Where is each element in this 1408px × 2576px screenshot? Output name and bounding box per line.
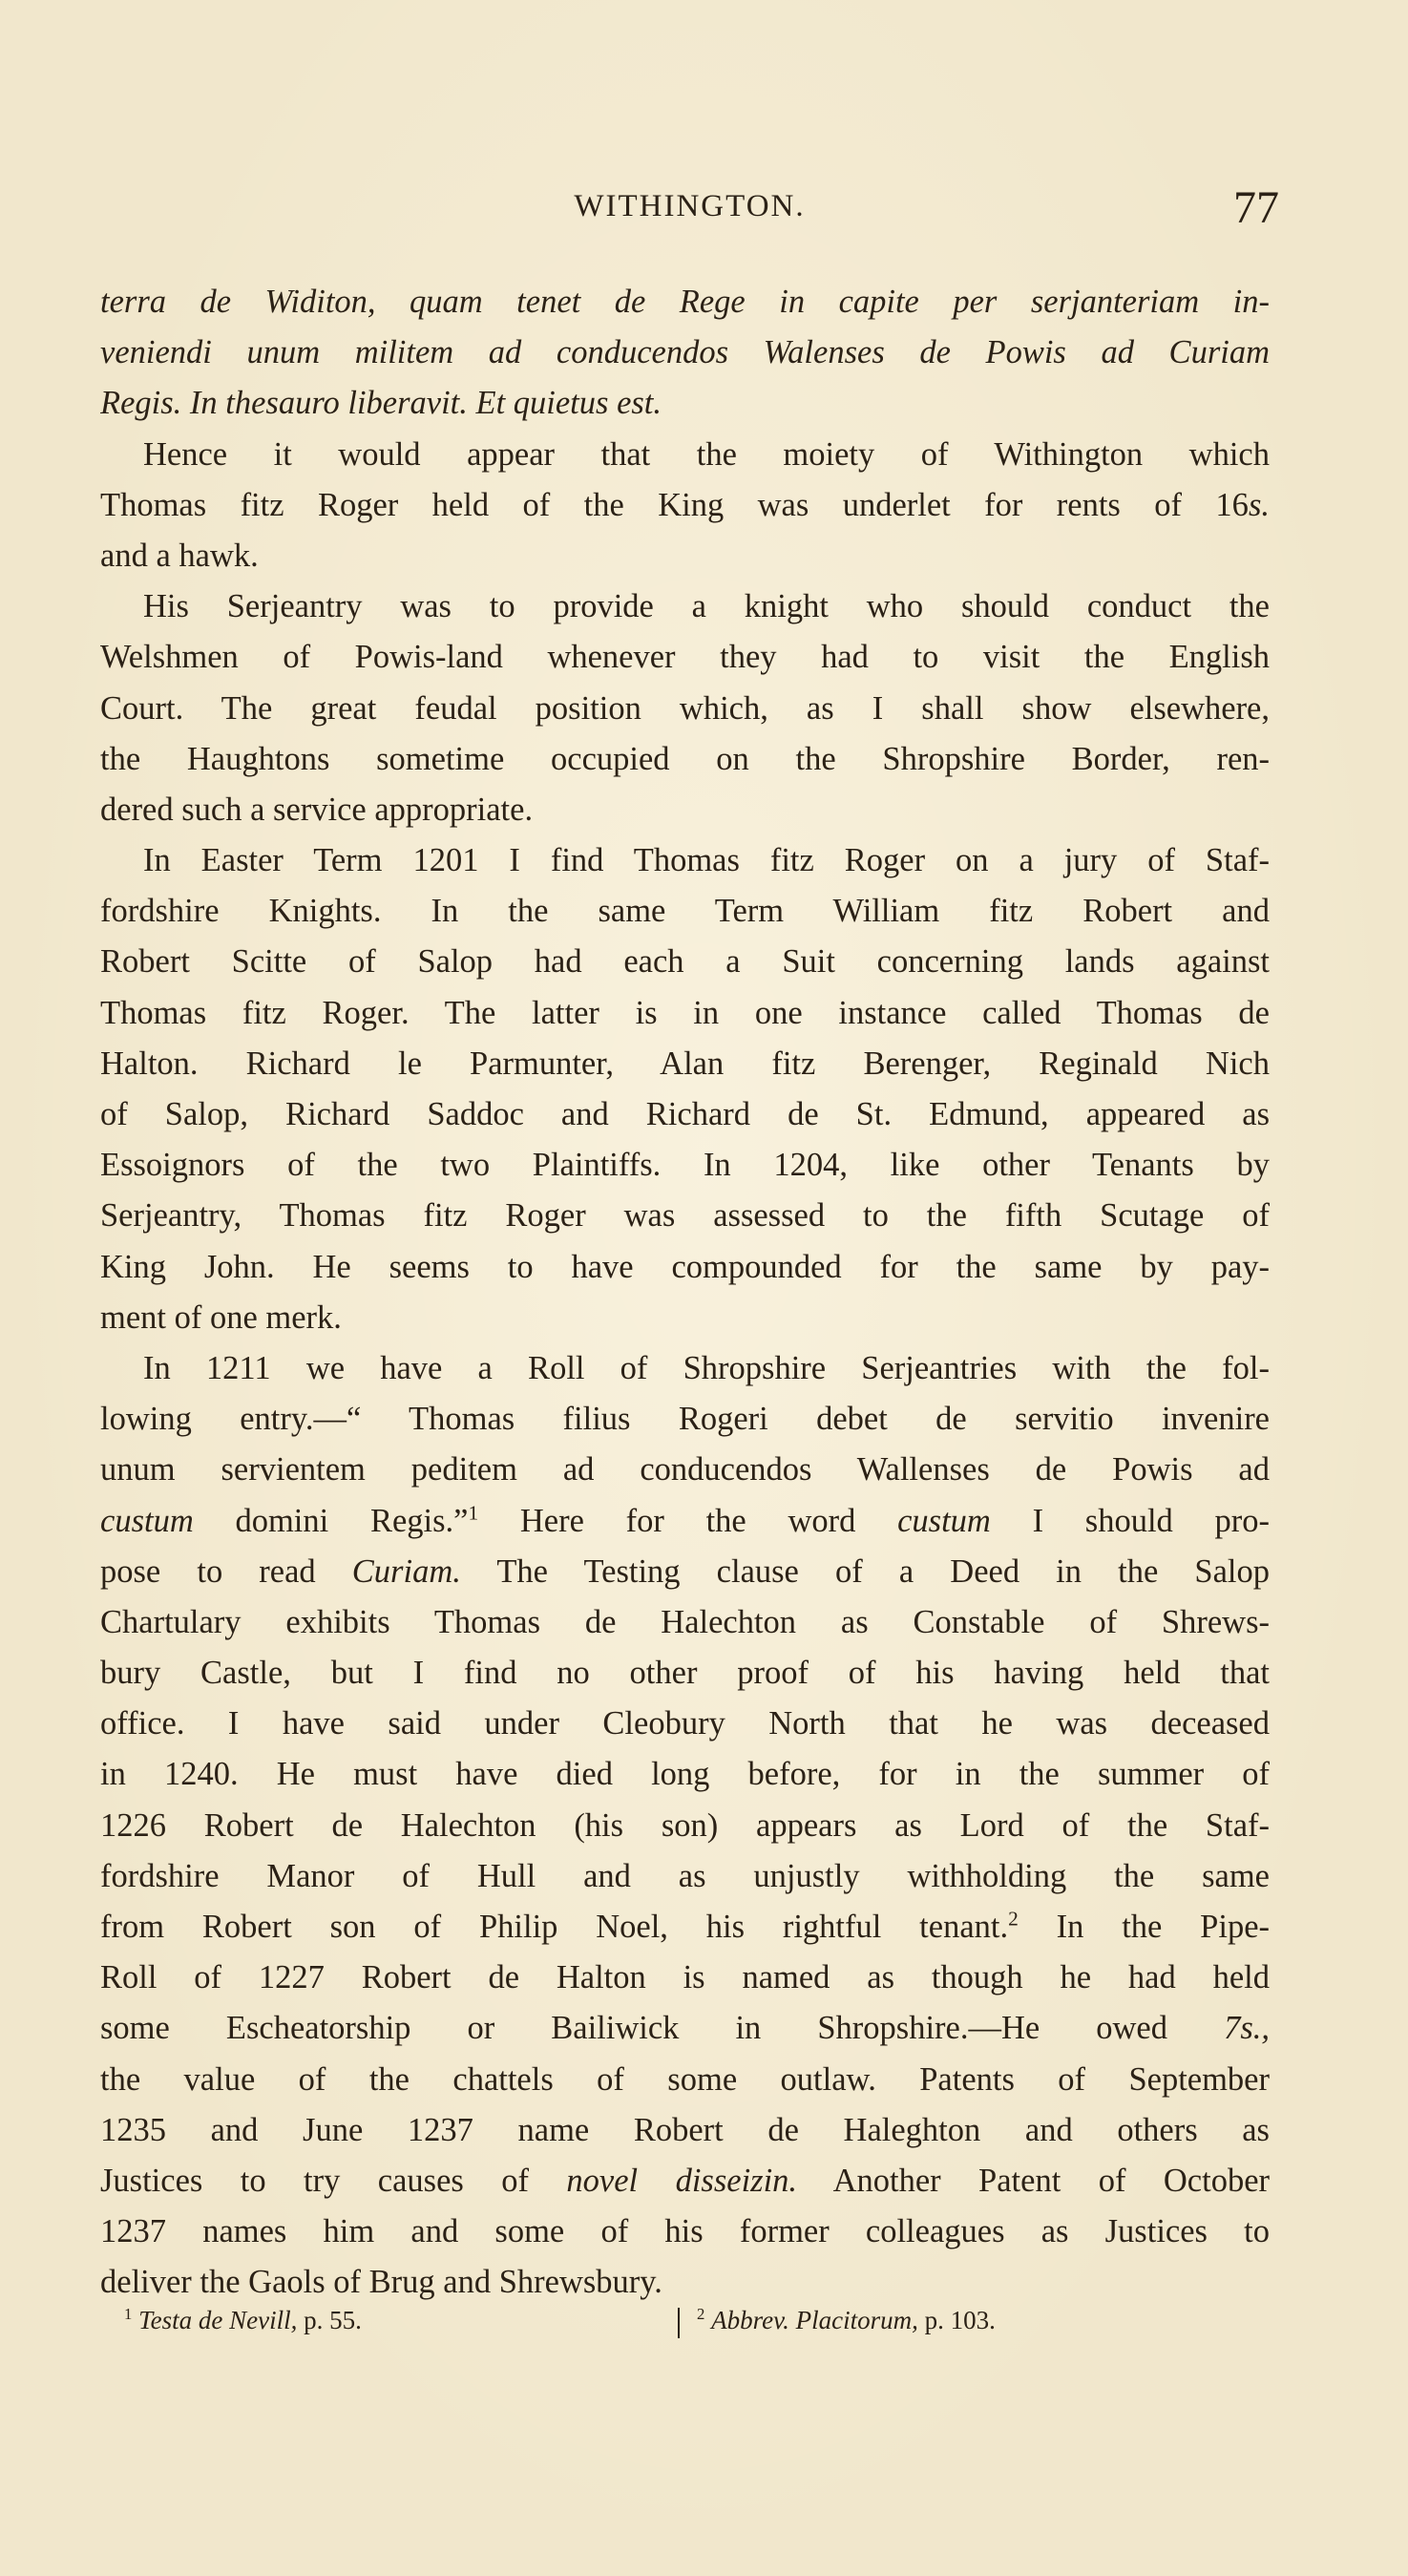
footnote-2 xyxy=(697,2306,996,2335)
running-head: WITHINGTON. xyxy=(574,189,806,223)
text-segment: Court. The great feudal position which, as I shall show elsewhere, xyxy=(100,689,1270,727)
text-line xyxy=(100,2003,1270,2054)
body-text xyxy=(100,277,1270,2309)
footnote-1-page: p. 55. xyxy=(297,2306,362,2334)
text-line xyxy=(100,1597,1270,1648)
text-segment: domini Regis.” xyxy=(193,1502,469,1539)
text-segment: the value of the chattels of some outlaw. Patents of September xyxy=(100,2060,1270,2098)
text-line xyxy=(100,1953,1270,2003)
text-line xyxy=(100,327,1270,378)
text-segment: Thomas fitz Roger. The latter is in one instance called Thomas de xyxy=(100,994,1270,1031)
text-line xyxy=(100,1851,1270,1902)
text-segment: deliver the Gaols of Brug and Shrewsbury. xyxy=(100,2264,662,2301)
text-segment: veniendi unum militem ad conducendos Walenses de Powis ad Curiam xyxy=(100,334,1270,371)
text-segment: bury Castle, but I find no other proof of his having held that xyxy=(100,1655,1270,1692)
text-segment: Serjeantry, Thomas fitz Roger was assessed to the fifth Scutage of xyxy=(100,1197,1270,1235)
text-line xyxy=(100,785,1270,835)
text-line xyxy=(100,581,1270,632)
text-segment: the Haughtons sometime occupied on the Shropshire Border, ren- xyxy=(100,740,1270,777)
text-line xyxy=(100,2257,1270,2308)
text-segment: Another Patent of October xyxy=(797,2162,1270,2199)
text-segment: His Serjeantry was to provide a knight who should conduct the xyxy=(143,588,1270,625)
text-segment: Curiam. xyxy=(351,1552,461,1590)
text-segment: in 1240. He must have died long before, for in the summer of xyxy=(100,1756,1270,1793)
text-segment: Roll of 1227 Robert de Halton is named as though he had held xyxy=(100,1959,1270,1996)
text-line xyxy=(100,1343,1270,1394)
text-segment: In the Pipe- xyxy=(1018,1909,1270,1945)
text-line xyxy=(100,1293,1270,1343)
text-segment: 7s., xyxy=(1224,2010,1270,2047)
text-line xyxy=(100,886,1270,937)
text-segment: dered such a service appropriate. xyxy=(100,791,534,828)
text-line xyxy=(100,1902,1270,1953)
text-segment: some Escheatorship or Bailiwick in Shropshire.—He owed xyxy=(100,2010,1225,2047)
text-segment: Welshmen of Powis-land whenever they had to visit the English xyxy=(100,639,1270,676)
text-segment: Regis. In thesauro liberavit. Et quietus est. xyxy=(100,385,662,422)
footnote-1-mark: 1 xyxy=(124,2305,133,2323)
text-line xyxy=(100,1140,1270,1191)
text-segment: terra de Widiton, quam tenet de Rege in capite per serjanteriam in- xyxy=(100,284,1270,320)
text-segment: In 1211 we have a Roll of Shropshire Serjeantries with the fol- xyxy=(143,1349,1270,1386)
text-segment: fordshire Manor of Hull and as unjustly withholding the same xyxy=(100,1857,1270,1894)
text-line xyxy=(100,1242,1270,1293)
text-line xyxy=(100,1801,1270,1851)
text-segment: Robert Scitte of Salop had each a Suit concerning lands against xyxy=(100,943,1270,981)
text-line xyxy=(100,1445,1270,1495)
text-line xyxy=(100,2206,1270,2257)
text-line xyxy=(100,2105,1270,2156)
footnote-2-mark: 2 xyxy=(697,2305,705,2323)
text-line xyxy=(100,684,1270,734)
text-line xyxy=(100,480,1270,531)
text-segment: fordshire Knights. In the same Term William fitz Robert and xyxy=(100,893,1270,930)
text-line xyxy=(100,2156,1270,2206)
text-segment: and a hawk. xyxy=(100,537,259,574)
text-line xyxy=(100,632,1270,683)
footnote-ref: 2 xyxy=(1008,1907,1019,1931)
text-segment: The Testing clause of a Deed in the Salop xyxy=(460,1552,1270,1590)
text-line xyxy=(100,1699,1270,1749)
footnote-2-source: Abbrev. Placitorum, xyxy=(711,2306,918,2334)
text-line xyxy=(100,2055,1270,2105)
text-segment: Hence it would appear that the moiety of Withington which xyxy=(143,435,1270,473)
text-segment: In Easter Term 1201 I find Thomas fitz Roger on a jury of Staf- xyxy=(143,842,1270,879)
text-line xyxy=(100,531,1270,581)
text-segment: Justices to try causes of xyxy=(100,2162,567,2199)
text-segment: novel disseizin. xyxy=(566,2162,798,2199)
text-segment: lowing entry.—“ Thomas filius Rogeri debet de servitio invenire xyxy=(100,1401,1270,1438)
text-line xyxy=(100,1648,1270,1699)
footnote-ref: 1 xyxy=(468,1501,479,1524)
text-line xyxy=(100,1089,1270,1140)
text-segment: 1226 Robert de Halechton (his son) appears as Lord of the Staf- xyxy=(100,1806,1270,1844)
text-line xyxy=(100,937,1270,987)
text-segment: 1235 and June 1237 name Robert de Haleghton and others as xyxy=(100,2111,1270,2148)
text-segment: Here for the word xyxy=(478,1502,898,1539)
text-segment: custum xyxy=(100,1502,194,1539)
text-line xyxy=(100,988,1270,1039)
text-segment: King John. He seems to have compounded for the same by pay- xyxy=(100,1248,1270,1285)
text-segment: from Robert son of Philip Noel, his rightful tenant. xyxy=(100,1909,1009,1945)
text-line xyxy=(100,430,1270,480)
text-segment: Essoignors of the two Plaintiffs. In 1204, like other Tenants by xyxy=(100,1147,1270,1184)
text-segment: unum servientem peditem ad conducendos Wallenses de Powis ad xyxy=(100,1451,1270,1489)
page-header xyxy=(100,181,1279,239)
text-line xyxy=(100,1394,1270,1445)
text-segment: office. I have said under Cleobury North that he was deceased xyxy=(100,1705,1270,1742)
text-segment: pose to read xyxy=(100,1552,352,1590)
text-line xyxy=(100,1496,1270,1547)
footnote-1-source: Testa de Nevill, xyxy=(138,2306,298,2334)
text-line xyxy=(100,1191,1270,1241)
page-number: 77 xyxy=(1233,182,1279,233)
text-segment: 1237 names him and some of his former colleagues as Justices to xyxy=(100,2213,1270,2250)
text-segment: custum xyxy=(897,1502,991,1539)
text-segment: I should pro- xyxy=(990,1502,1270,1539)
text-segment: ment of one merk. xyxy=(100,1299,342,1336)
text-line xyxy=(100,1749,1270,1800)
text-segment: Thomas fitz Roger held of the King was underlet for rents of 16 xyxy=(100,486,1249,523)
text-line xyxy=(100,1547,1270,1597)
text-segment: Chartulary exhibits Thomas de Halechton as Constable of Shrews- xyxy=(100,1603,1270,1640)
footnote-1 xyxy=(124,2306,362,2335)
text-line xyxy=(100,277,1270,327)
text-line xyxy=(100,734,1270,785)
footnote-separator xyxy=(678,2308,680,2338)
text-line xyxy=(100,378,1270,429)
text-segment: s. xyxy=(1248,486,1270,523)
text-line xyxy=(100,1039,1270,1089)
text-segment: of Salop, Richard Saddoc and Richard de St. Edmund, appeared as xyxy=(100,1096,1270,1132)
text-segment: Halton. Richard le Parmunter, Alan fitz Berenger, Reginald Nich xyxy=(100,1045,1270,1082)
footnotes xyxy=(124,2306,1174,2344)
text-line xyxy=(100,835,1270,886)
footnote-2-page: p. 103. xyxy=(917,2306,996,2334)
